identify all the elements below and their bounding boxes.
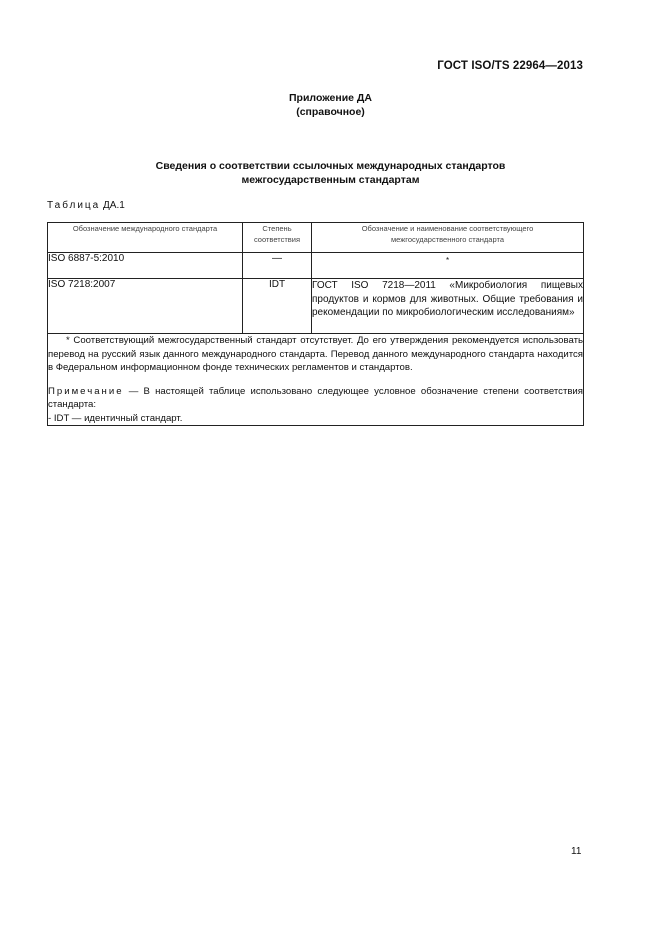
note-item: - IDT — идентичный стандарт.: [48, 412, 183, 424]
table-row: [48, 279, 584, 334]
note-paragraph: [48, 385, 583, 412]
footnote-marker: *: [445, 256, 450, 265]
note-text: — В настоящей таблице использовано следующее условное обозначение степени соответствия стандарта:: [48, 385, 583, 410]
cell-national: ГОСТ ISO 7218—2011 «Микробиология пищевых продуктов и кормов для животных. Общие требования и рекомендации по микробиологическим исследованиям»: [312, 279, 584, 334]
appendix-title-line: Приложение ДА: [289, 92, 372, 104]
document-code: ГОСТ ISO/TS 22964—2013: [437, 60, 583, 72]
appendix-subtitle: (справочное): [296, 106, 365, 118]
cell-national: [312, 253, 584, 279]
header-standard: Обозначение международного стандарта: [48, 223, 243, 253]
table-notes: [48, 334, 584, 426]
cell-standard: ISO 6887-5:2010: [48, 253, 243, 279]
section-title-line1: Сведения о соответствии ссылочных международных стандартов: [155, 160, 506, 172]
cell-degree: —: [243, 253, 312, 279]
cell-standard: ISO 7218:2007: [48, 279, 243, 334]
section-title-line2: межгосударственным стандартам: [241, 174, 420, 186]
appendix-title: [0, 91, 661, 119]
table-caption-number: ДА.1: [103, 200, 125, 211]
header-degree: Степень соответствия: [243, 223, 312, 253]
section-title: [0, 159, 661, 187]
footnote-text: * Соответствующий межгосударственный стандарт отсутствует. До его утверждения рекомендуется использовать перевод на русский язык данного международного стандарта. Перевод данного международного стандарта находится в Федеральном информационном фонде технических регламентов и стандартов.: [48, 335, 583, 373]
table-header-row: [48, 223, 584, 253]
standards-table: [47, 222, 584, 426]
table-caption-word: Таблица: [47, 200, 101, 211]
table-note-row: [48, 334, 584, 426]
note-label: Примечание: [48, 385, 124, 397]
cell-degree: IDT: [243, 279, 312, 334]
table-caption: [47, 200, 125, 211]
page-number: 11: [571, 846, 582, 857]
table-row: [48, 253, 584, 279]
header-national: Обозначение и наименование соответствующего межгосударственного стандарта: [312, 223, 584, 253]
